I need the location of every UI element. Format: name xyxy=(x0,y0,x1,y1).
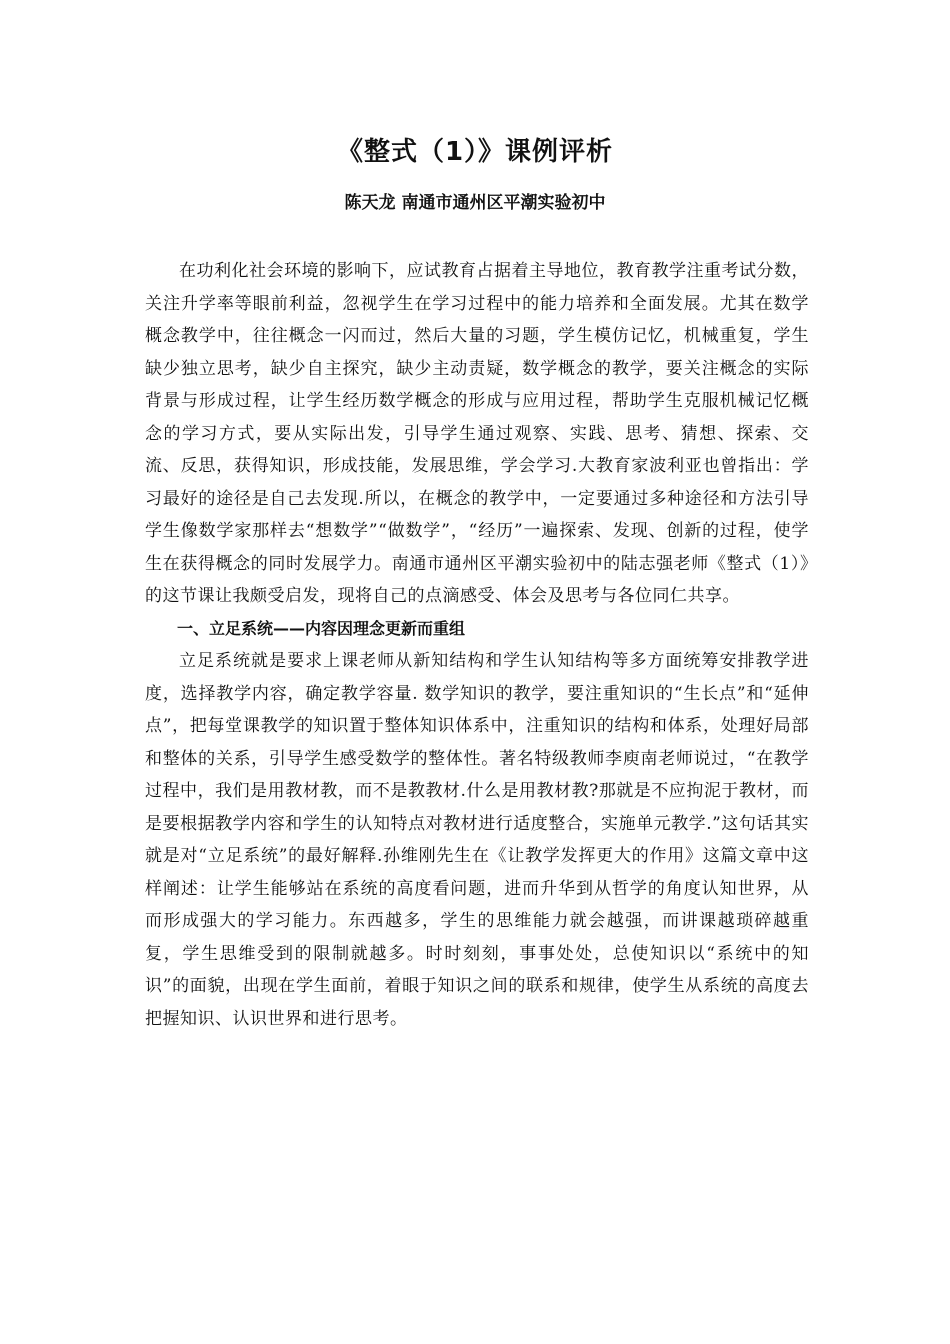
section-heading: 一、立足系统——内容因理念更新而重组 xyxy=(177,618,466,638)
section-paragraph: 立足系统就是要求上课老师从新知结构和学生认知结构等多方面统筹安排教学进度，选择教学内容，确定教学容量. 数学知识的教学，要注重知识的“生长点”和“延伸点”，把每堂课教学的知识置于整体知识体系中，注重知识的结构和体系，处理好局部和整体的关系，引导学生感受数学的整体性。著名特级教师李庾南老师说过，“在教学过程中，我们是用教材教，而不是教教材.什么是用教材教?那就是不应拘泥于教材，而是要根据教学内容和学生的认知特点对教材进行适度整合，实施单元教学.”这句话其实就是对“立足系统”的最好解释.孙维刚先生在《让教学发挥更大的作用》这篇文章中这样阐述：让学生能够站在系统的高度看问题，进而升华到从哲学的角度认知世界，从而形成强大的学习能力。东西越多，学生的思维能力就会越强，而讲课越琐碎越重复，学生思维受到的限制就越多。时时刻刻，事事处处，总使知识以“系统中的知识”的面貌，出现在学生面前，着眼于知识之间的联系和规律，使学生从系统的高度去把握知识、认识世界和进行思考。 xyxy=(145,651,809,1029)
document-body xyxy=(145,255,809,1035)
document-title: 《整式（1）》课例评析 xyxy=(336,137,614,167)
intro-paragraph: 在功利化社会环境的影响下，应试教育占据着主导地位，教育教学注重考试分数，关注升学率等眼前利益，忽视学生在学习过程中的能力培养和全面发展。尤其在数学概念教学中，往往概念一闪而过，然后大量的习题，学生模仿记忆，机械重复，学生缺少独立思考，缺少自主探究，缺少主动责疑，数学概念的教学，要关注概念的实际背景与形成过程，让学生经历数学概念的形成与应用过程，帮助学生克服机械记忆概念的学习方式，要从实际出发，引导学生通过观察、实践、思考、猜想、探索、交流、反思，获得知识，形成技能，发展思维，学会学习.大教育家波利亚也曾指出：学习最好的途径是自己去发现.所以，在概念的教学中，一定要通过多种途径和方法引导学生像数学家那样去“想数学”“做数学”，“经历”一遍探索、发现、创新的过程，使学生在获得概念的同时发展学力。南通市通州区平潮实验初中的陆志强老师《整式（1）》的这节课让我颇受启发，现将自己的点滴感受、体会及思考与各位同仁共享。 xyxy=(145,261,809,606)
author-line: 陈天龙 南通市通州区平潮实验初中 xyxy=(344,193,606,213)
